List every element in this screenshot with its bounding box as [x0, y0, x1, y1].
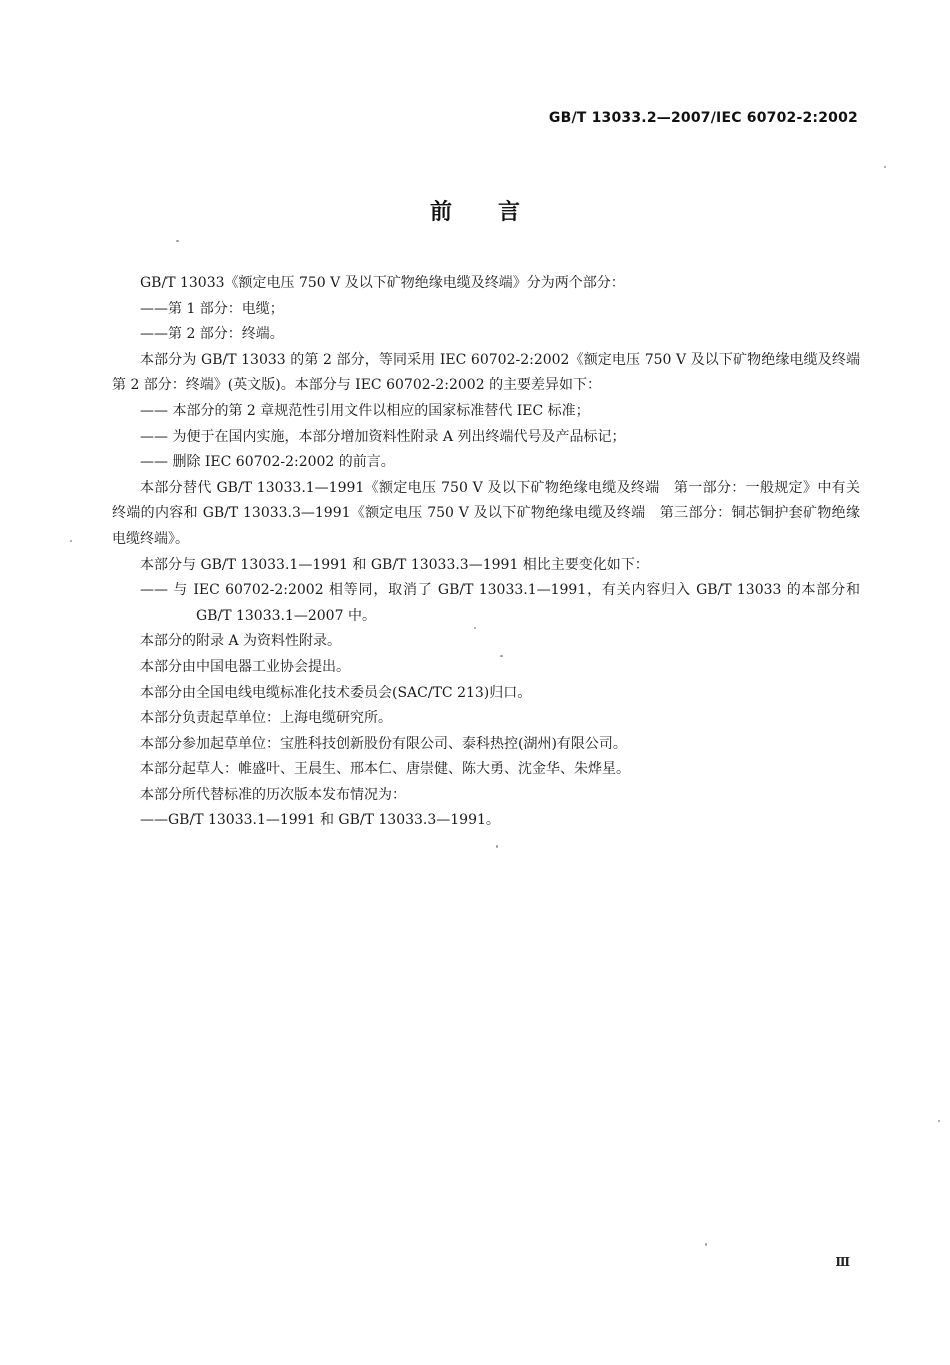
standard-code-header: GB/T 13033.2—2007/IEC 60702-2:2002	[548, 110, 858, 126]
list-item: —— 删除 IEC 60702-2:2002 的前言。	[140, 454, 395, 471]
scan-speck	[884, 166, 886, 168]
scan-speck	[496, 845, 498, 848]
paragraph: 本部分起草人：帷盛叶、王晨生、邢本仁、唐崇健、陈大勇、沈金华、朱烨星。	[140, 761, 630, 778]
paragraph: 本部分所代替标准的历次版本发布情况为：	[140, 786, 406, 803]
page-title: 前言	[429, 200, 566, 225]
paragraph: 本部分替代 GB/T 13033.1—1991《额定电压 750 V 及以下矿物绝缘电缆及终端 第一部分：一般规定》中有关终端的内容和 GB/T 13033.3—1991《额定电压 750 V 及以下矿物绝缘电缆及终端 第三部分：铜芯铜护套矿物绝缘电缆终端》。	[112, 479, 860, 547]
paragraph: 本部分为 GB/T 13033 的第 2 部分，等同采用 IEC 60702-2:2002《额定电压 750 V 及以下矿物绝缘电缆及终端 第 2 部分：终端》(英文版)。本部分与 IEC 60702-2:2002 的主要差异如下：	[112, 351, 874, 394]
list-item: ——第 1 部分：电缆；	[140, 300, 284, 317]
scan-speck	[938, 1120, 940, 1122]
scan-speck	[176, 240, 179, 242]
scan-speck	[705, 1243, 707, 1246]
list-item: —— 与 IEC 60702-2:2002 相等同，取消了 GB/T 13033.1—1991，有关内容归入 GB/T 13033 的本部分和 GB/T 13033.1—2007 中。	[140, 582, 860, 624]
list-item: —— 本部分的第 2 章规范性引用文件以相应的国家标准替代 IEC 标准；	[140, 402, 590, 419]
foreword-body	[112, 271, 874, 834]
paragraph: 本部分由中国电器工业协会提出。	[140, 658, 350, 675]
scan-speck	[70, 540, 72, 542]
list-item: —— 为便于在国内实施，本部分增加资料性附录 A 列出终端代号及产品标记；	[140, 428, 626, 445]
list-item: ——GB/T 13033.1—1991 和 GB/T 13033.3—1991。	[140, 812, 500, 829]
paragraph: GB/T 13033《额定电压 750 V 及以下矿物绝缘电缆及终端》分为两个部分：	[140, 275, 625, 291]
paragraph: 本部分参加起草单位：宝胜科技创新股份有限公司、泰科热控(湖州)有限公司。	[140, 735, 627, 752]
scan-speck	[474, 627, 476, 629]
scan-speck	[500, 655, 503, 657]
paragraph: 本部分的附录 A 为资料性附录。	[140, 633, 342, 650]
paragraph: 本部分与 GB/T 13033.1—1991 和 GB/T 13033.3—1991 相比主要变化如下：	[140, 556, 649, 573]
page-number: Ⅲ	[835, 1255, 850, 1269]
paragraph: 本部分由全国电线电缆标准化技术委员会(SAC/TC 213)归口。	[140, 684, 532, 701]
paragraph: 本部分负责起草单位：上海电缆研究所。	[140, 710, 392, 727]
list-item: ——第 2 部分：终端。	[140, 326, 284, 343]
